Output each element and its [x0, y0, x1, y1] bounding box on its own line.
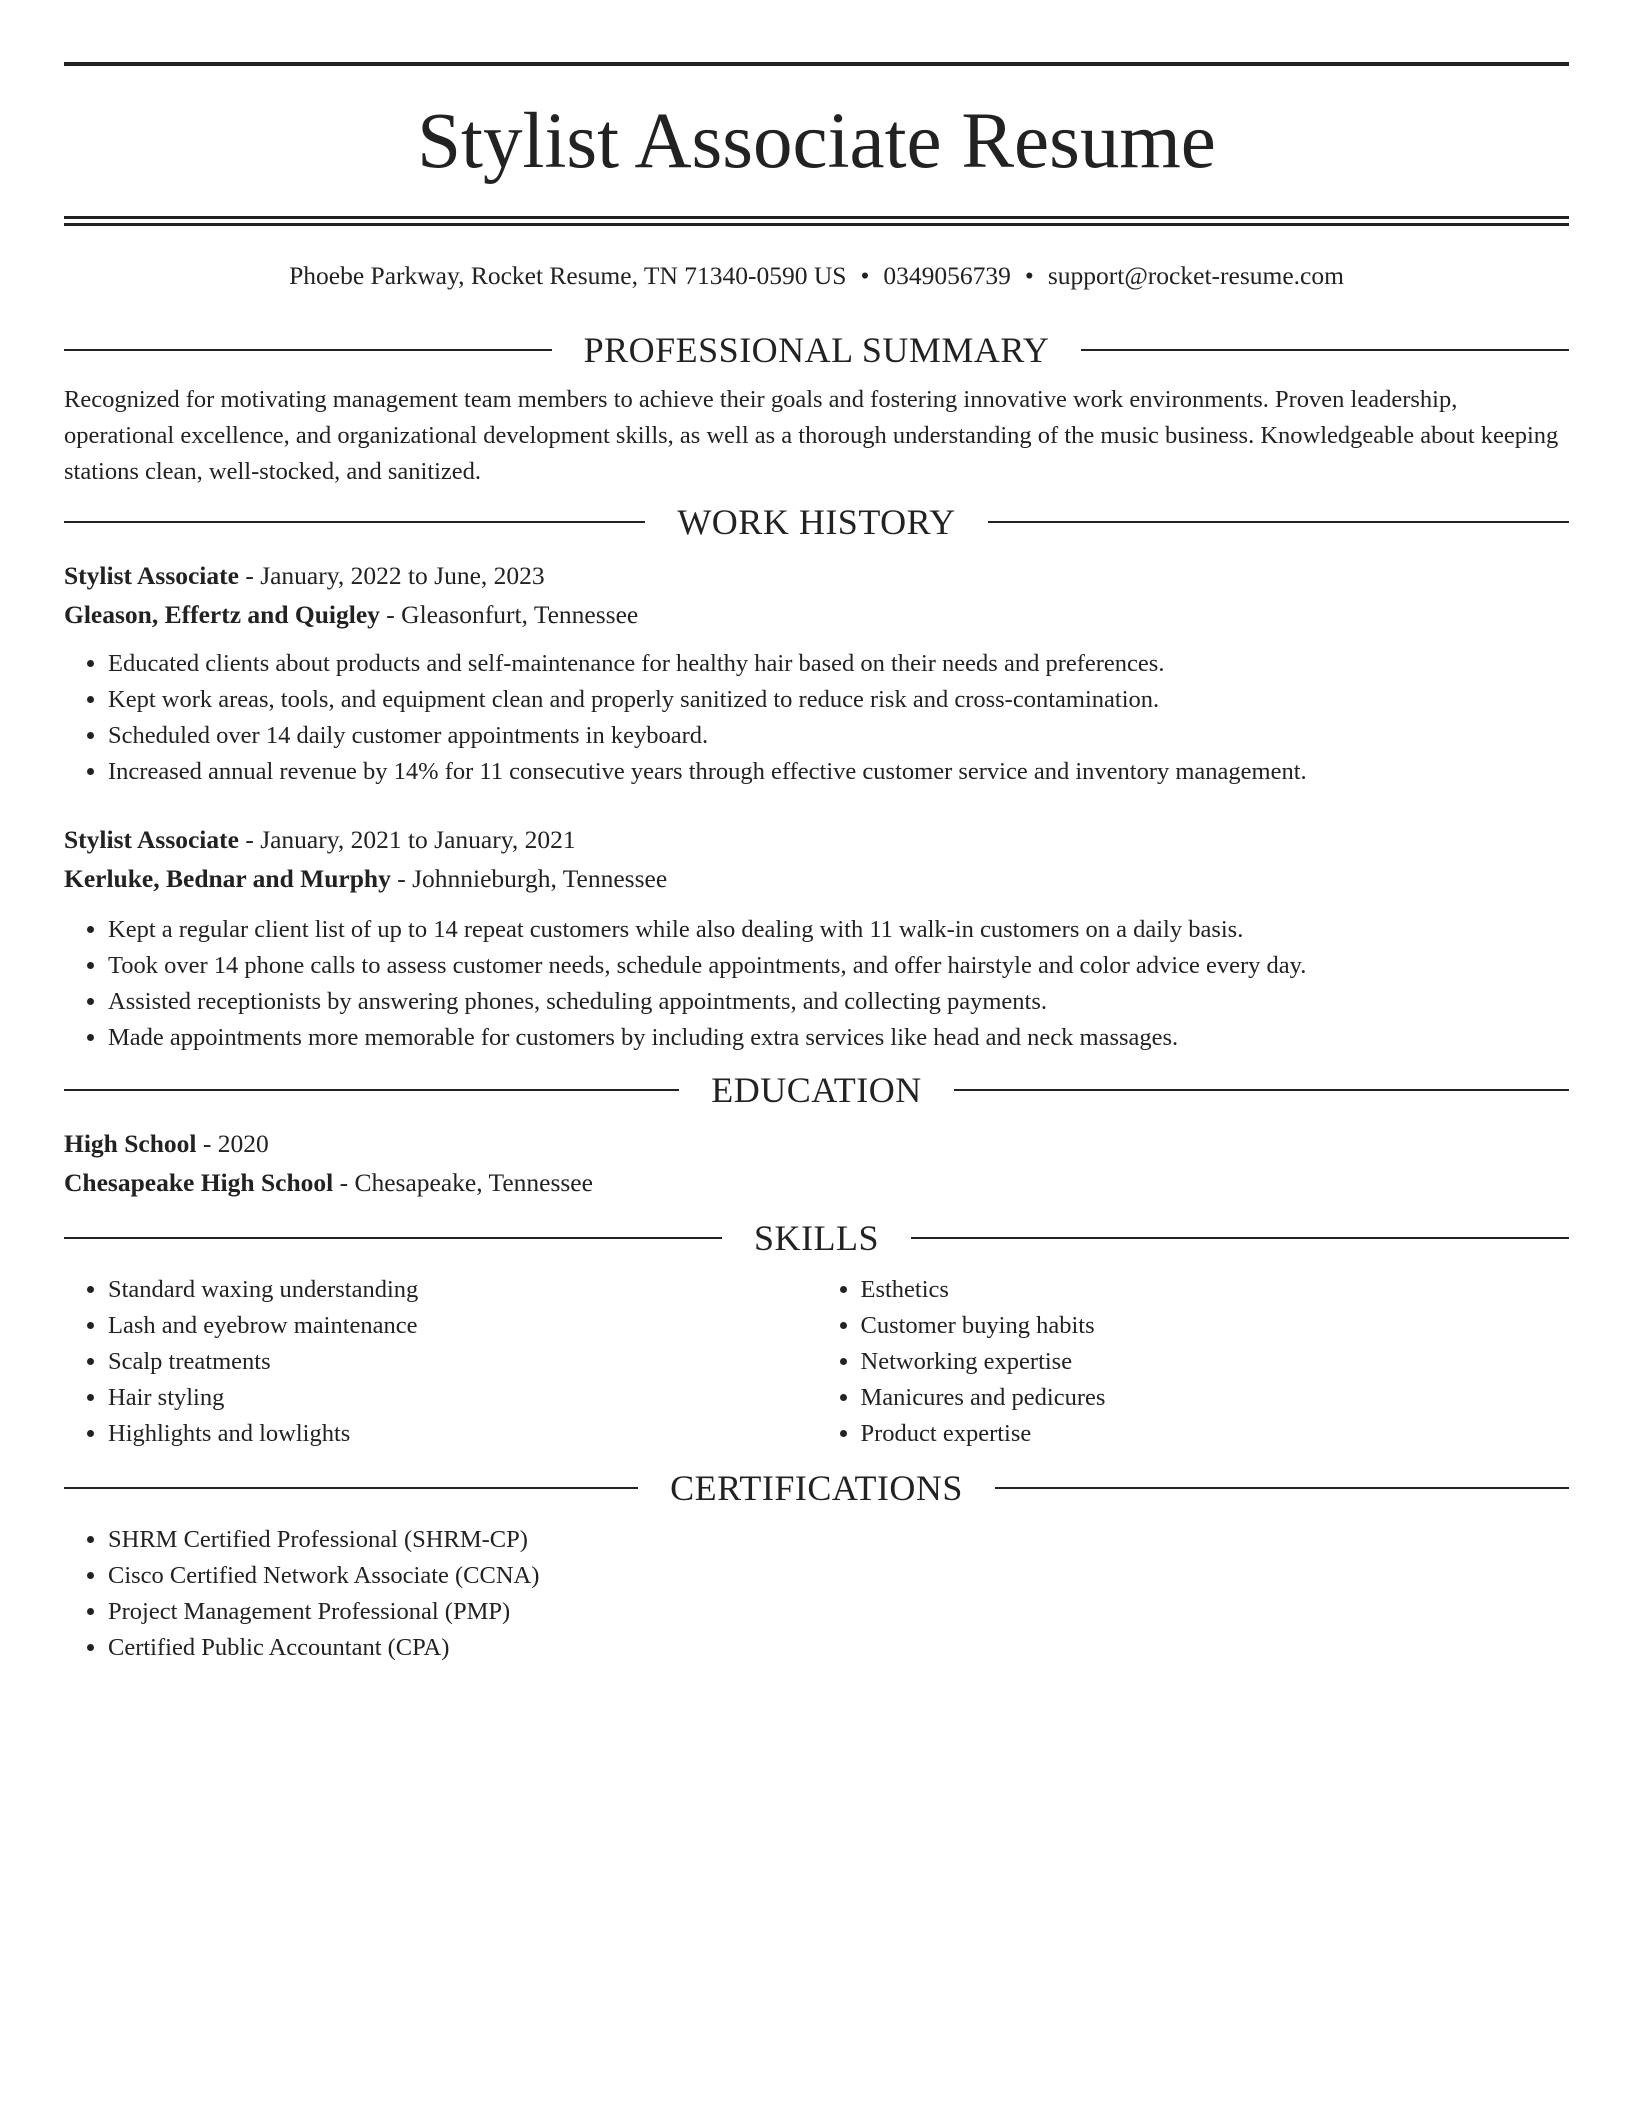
- job-title: Stylist Associate: [64, 561, 239, 590]
- job-company: Gleason, Effertz and Quigley: [64, 600, 380, 629]
- education-degree: High School: [64, 1129, 197, 1158]
- job-bullet: • Increased annual revenue by 14% for 11 consecutive years through effective customer service and inventory management.: [108, 754, 1569, 790]
- job-company-line: [64, 859, 1569, 898]
- job-entry: [64, 556, 1569, 790]
- certification-item: • Project Management Professional (PMP): [108, 1594, 1569, 1630]
- skill-item: • Manicures and pedicures: [861, 1380, 1570, 1416]
- contact-phone: 0349056739: [883, 261, 1011, 290]
- heading-rule-right: [911, 1237, 1569, 1239]
- education-location: - Chesapeake, Tennessee: [333, 1168, 593, 1197]
- certification-item: • Certified Public Accountant (CPA): [108, 1630, 1569, 1666]
- contact-separator: •: [1024, 261, 1034, 290]
- job-location: - Johnnieburgh, Tennessee: [390, 864, 668, 893]
- job-bullet: • Educated clients about products and self-maintenance for healthy hair based on their needs and preferences.: [108, 646, 1569, 682]
- skills-list-left: [64, 1272, 817, 1452]
- summary-text: Recognized for motivating management team members to achieve their goals and fostering innovative work environments. Proven leadership, operational excellence, and organizational development skills, as well as a thorough understanding of the music business. Knowledgeable about keeping stations clean, well-stocked, and sanitized.: [64, 386, 1559, 485]
- education-degree-line: [64, 1124, 1569, 1163]
- heading-rule-right: [988, 521, 1569, 523]
- education-school-line: [64, 1163, 1569, 1202]
- certifications-list: [64, 1522, 1569, 1666]
- summary-heading: [64, 328, 1569, 372]
- skill-item: • Customer buying habits: [861, 1308, 1570, 1344]
- skill-item: • Esthetics: [861, 1272, 1570, 1308]
- skill-item: • Networking expertise: [861, 1344, 1570, 1380]
- top-rule: [64, 62, 1569, 66]
- skills-heading: [64, 1216, 1569, 1260]
- skills-columns: [64, 1272, 1569, 1452]
- education-heading-label: EDUCATION: [711, 1070, 922, 1110]
- heading-rule-left: [64, 1089, 679, 1091]
- job-bullet: • Took over 14 phone calls to assess customer needs, schedule appointments, and offer hairstyle and color advice every day.: [108, 948, 1569, 984]
- heading-rule-left: [64, 1487, 638, 1489]
- skill-item: • Standard waxing understanding: [108, 1272, 817, 1308]
- certification-item: • Cisco Certified Network Associate (CCNA): [108, 1558, 1569, 1594]
- job-bullet: • Kept work areas, tools, and equipment clean and properly sanitized to reduce risk and cross-contamination.: [108, 682, 1569, 718]
- job-location: - Gleasonfurt, Tennessee: [379, 600, 639, 629]
- title-double-rule: [64, 216, 1569, 226]
- education-heading: [64, 1068, 1569, 1112]
- skills-heading-label: SKILLS: [754, 1218, 880, 1258]
- skill-item: • Lash and eyebrow maintenance: [108, 1308, 817, 1344]
- certifications-heading: [64, 1466, 1569, 1510]
- job-bullets: [64, 646, 1569, 790]
- certification-item: • SHRM Certified Professional (SHRM-CP): [108, 1522, 1569, 1558]
- education-school: Chesapeake High School: [64, 1168, 334, 1197]
- heading-rule-left: [64, 1237, 722, 1239]
- summary-heading-label: PROFESSIONAL SUMMARY: [583, 330, 1050, 370]
- job-title-line: [64, 820, 1569, 859]
- job-dates: - January, 2021 to January, 2021: [238, 825, 576, 854]
- certifications-heading-label: CERTIFICATIONS: [670, 1468, 963, 1508]
- job-company: Kerluke, Bednar and Murphy: [64, 864, 391, 893]
- job-bullet: • Made appointments more memorable for customers by including extra services like head and neck massages.: [108, 1020, 1569, 1056]
- job-title: Stylist Associate: [64, 825, 239, 854]
- job-bullet: • Assisted receptionists by answering phones, scheduling appointments, and collecting payments.: [108, 984, 1569, 1020]
- heading-rule-left: [64, 349, 552, 351]
- heading-rule-right: [1081, 349, 1569, 351]
- heading-rule-right: [995, 1487, 1569, 1489]
- work-history-heading: [64, 500, 1569, 544]
- skill-item: • Hair styling: [108, 1380, 817, 1416]
- job-title-line: [64, 556, 1569, 595]
- job-dates: - January, 2022 to June, 2023: [238, 561, 545, 590]
- job-bullet: • Scheduled over 14 daily customer appointments in keyboard.: [108, 718, 1569, 754]
- job-bullet: • Kept a regular client list of up to 14 repeat customers while also dealing with 11 walk-in customers on a daily basis.: [108, 912, 1569, 948]
- heading-rule-left: [64, 521, 645, 523]
- work-history-heading-label: WORK HISTORY: [677, 502, 956, 542]
- contact-email: support@rocket-resume.com: [1047, 261, 1344, 290]
- job-bullets: [64, 912, 1569, 1056]
- heading-rule-right: [954, 1089, 1569, 1091]
- contact-line: [64, 260, 1569, 292]
- resume-title: Stylist Associate Resume: [417, 98, 1216, 185]
- contact-address: Phoebe Parkway, Rocket Resume, TN 71340-0590 US: [289, 261, 847, 290]
- skill-item: • Scalp treatments: [108, 1344, 817, 1380]
- skills-list-right: [817, 1272, 1570, 1452]
- contact-separator: •: [860, 261, 870, 290]
- education-entry: [64, 1124, 1569, 1202]
- job-entry: [64, 820, 1569, 1056]
- skill-item: • Highlights and lowlights: [108, 1416, 817, 1452]
- skill-item: • Product expertise: [861, 1416, 1570, 1452]
- education-year: - 2020: [196, 1129, 269, 1158]
- job-company-line: [64, 595, 1569, 634]
